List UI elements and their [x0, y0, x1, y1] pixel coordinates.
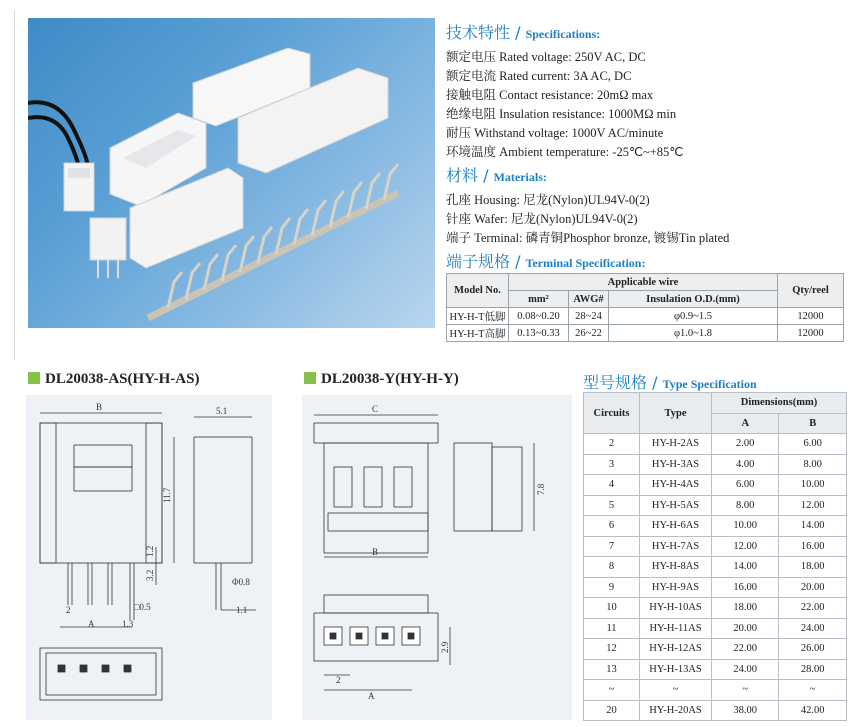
specifications-title-cn: 技术特性 [446, 23, 511, 42]
cell-type: HY-H-20AS [640, 700, 712, 721]
cell-a: 24.00 [712, 659, 779, 680]
section-as-title [28, 371, 199, 388]
table-row [584, 598, 847, 619]
cell-b: 14.00 [779, 516, 847, 537]
cell-b: 8.00 [779, 454, 847, 475]
cell-mm2: 0.08~0.20 [509, 308, 569, 325]
cell-b: 22.00 [779, 598, 847, 619]
dim-label: B [372, 547, 379, 557]
cell-b: 20.00 [779, 577, 847, 598]
col-a: A [712, 413, 779, 434]
materials-title-en: Materials: [493, 170, 547, 184]
terminal-spec-heading: 端子规格 / Terminal Specification: [446, 252, 646, 271]
materials-title-cn: 材料 [446, 166, 479, 185]
dim-label: Φ0.8 [232, 577, 250, 587]
page-margin-line [14, 10, 15, 360]
cell-a: ~ [712, 680, 779, 701]
table-row [584, 618, 847, 639]
cell-od: φ0.9~1.5 [609, 308, 778, 325]
specifications-title-en: Specifications: [525, 27, 601, 41]
dim-label: 11.7 [162, 487, 172, 503]
cell-circuits: 8 [584, 557, 640, 578]
dim-label: 2.9 [440, 641, 450, 653]
cell-b: 42.00 [779, 700, 847, 721]
drawing-y [302, 395, 572, 720]
cell-qty: 12000 [778, 308, 844, 325]
dim-label: 2 [66, 605, 71, 615]
drawing-as-panel [26, 395, 272, 720]
cell-model: HY-H-T低脚 [447, 308, 509, 325]
spec-line: 绝缘电阻 Insulation resistance: 1000MΩ min [446, 107, 677, 121]
section-as-label: DL20038-AS(HY-H-AS) [45, 371, 200, 387]
spec-line: 耐压 Withstand voltage: 1000V AC/minute [446, 126, 664, 140]
cell-circuits: 10 [584, 598, 640, 619]
cell-a: 10.00 [712, 516, 779, 537]
cell-a: 8.00 [712, 495, 779, 516]
dim-label: 1.1 [236, 605, 248, 615]
col-model: Model No. [447, 274, 509, 308]
type-spec-title-cn: 型号规格 [583, 373, 648, 392]
dim-label: 2 [336, 675, 341, 685]
table-row [584, 516, 847, 537]
table-row [584, 700, 847, 721]
dim-label: 5.1 [216, 406, 228, 416]
material-line: 孔座 Housing: 尼龙(Nylon)UL94V-0(2) [446, 193, 650, 207]
cell-a: 22.00 [712, 639, 779, 660]
type-spec-title-en: Type Specification [662, 377, 757, 391]
terminal-spec-title-cn: 端子规格 [446, 252, 511, 271]
dim-label: 7.8 [536, 483, 546, 495]
cell-circuits: 3 [584, 454, 640, 475]
cell-awg: 28~24 [569, 308, 609, 325]
cell-model: HY-H-T高脚 [447, 325, 509, 342]
cell-type: HY-H-7AS [640, 536, 712, 557]
cell-a: 20.00 [712, 618, 779, 639]
dim-label: A [368, 691, 375, 701]
table-row [584, 454, 847, 475]
section-y-title [304, 371, 459, 388]
cell-a: 4.00 [712, 454, 779, 475]
cell-qty: 12000 [778, 325, 844, 342]
type-spec-heading: 型号规格 / Type Specification [583, 373, 757, 392]
cell-type: HY-H-8AS [640, 557, 712, 578]
specifications-heading: 技术特性 / Specifications: [446, 23, 601, 42]
cell-b: 12.00 [779, 495, 847, 516]
cell-od: φ1.0~1.8 [609, 325, 778, 342]
cell-awg: 26~22 [569, 325, 609, 342]
dim-label: □0.5 [134, 602, 151, 612]
cell-circuits: ~ [584, 680, 640, 701]
cell-circuits: 11 [584, 618, 640, 639]
cell-a: 2.00 [712, 434, 779, 455]
cell-type: HY-H-6AS [640, 516, 712, 537]
cell-circuits: 6 [584, 516, 640, 537]
cell-type: HY-H-2AS [640, 434, 712, 455]
cell-circuits: 2 [584, 434, 640, 455]
col-qty: Qty/reel [778, 274, 844, 308]
col-circuits: Circuits [584, 393, 640, 434]
cell-type: HY-H-12AS [640, 639, 712, 660]
cell-type: ~ [640, 680, 712, 701]
materials-heading: 材料 / Materials: [446, 166, 547, 185]
table-row [447, 308, 844, 325]
cell-a: 16.00 [712, 577, 779, 598]
col-od: Insulation O.D.(mm) [609, 291, 778, 308]
col-type: Type [640, 393, 712, 434]
dim-label: 3.2 [145, 569, 155, 581]
cell-b: 10.00 [779, 475, 847, 496]
cell-b: 24.00 [779, 618, 847, 639]
dim-label: 1.3 [122, 619, 134, 629]
table-row [584, 434, 847, 455]
col-applicable-wire: Applicable wire [509, 274, 778, 291]
cell-b: 28.00 [779, 659, 847, 680]
section-y-label: DL20038-Y(HY-H-Y) [321, 371, 459, 387]
cell-circuits: 13 [584, 659, 640, 680]
table-row [584, 659, 847, 680]
table-row [447, 325, 844, 342]
material-line: 端子 Terminal: 磷青铜Phosphor bronze, 镀锡Tin plated [446, 231, 730, 245]
col-b: B [779, 413, 847, 434]
cell-a: 12.00 [712, 536, 779, 557]
cell-circuits: 20 [584, 700, 640, 721]
cell-circuits: 4 [584, 475, 640, 496]
product-photo [28, 18, 435, 328]
spec-line: 环境温度 Ambient temperature: -25℃~+85℃ [446, 145, 684, 159]
table-row [584, 680, 847, 701]
table-row [584, 536, 847, 557]
cell-a: 18.00 [712, 598, 779, 619]
col-awg: AWG# [569, 291, 609, 308]
cell-type: HY-H-10AS [640, 598, 712, 619]
terminal-spec-title-en: Terminal Specification: [525, 256, 646, 270]
cell-b: 26.00 [779, 639, 847, 660]
cell-a: 38.00 [712, 700, 779, 721]
green-square-icon [28, 372, 40, 384]
drawing-y-panel [302, 395, 572, 720]
spec-line: 额定电流 Rated current: 3A AC, DC [446, 69, 632, 83]
cell-a: 6.00 [712, 475, 779, 496]
dim-label: 1.2 [145, 545, 155, 557]
cell-circuits: 9 [584, 577, 640, 598]
spec-line: 接触电阻 Contact resistance: 20mΩ max [446, 88, 654, 102]
table-row [584, 639, 847, 660]
cell-type: HY-H-3AS [640, 454, 712, 475]
cell-circuits: 12 [584, 639, 640, 660]
drawing-as [26, 395, 272, 720]
cell-type: HY-H-4AS [640, 475, 712, 496]
col-dimensions: Dimensions(mm) [712, 393, 847, 414]
connector-illustration [28, 18, 435, 328]
cell-a: 14.00 [712, 557, 779, 578]
cell-b: 18.00 [779, 557, 847, 578]
cell-circuits: 5 [584, 495, 640, 516]
table-row [584, 557, 847, 578]
table-row [584, 577, 847, 598]
col-mm2: mm² [509, 291, 569, 308]
dim-label: C [372, 404, 379, 414]
spec-line: 额定电压 Rated voltage: 250V AC, DC [446, 50, 646, 64]
cell-type: HY-H-9AS [640, 577, 712, 598]
cell-type: HY-H-11AS [640, 618, 712, 639]
table-row [584, 495, 847, 516]
type-spec-table [583, 392, 847, 721]
dim-label: A [88, 619, 95, 629]
dim-label: B [96, 402, 103, 412]
terminal-spec-table [446, 273, 844, 342]
cell-circuits: 7 [584, 536, 640, 557]
material-line: 针座 Wafer: 尼龙(Nylon)UL94V-0(2) [446, 212, 638, 226]
table-row [584, 475, 847, 496]
cell-b: ~ [779, 680, 847, 701]
green-square-icon [304, 372, 316, 384]
cell-type: HY-H-5AS [640, 495, 712, 516]
cell-type: HY-H-13AS [640, 659, 712, 680]
cell-b: 6.00 [779, 434, 847, 455]
cell-b: 16.00 [779, 536, 847, 557]
cell-mm2: 0.13~0.33 [509, 325, 569, 342]
